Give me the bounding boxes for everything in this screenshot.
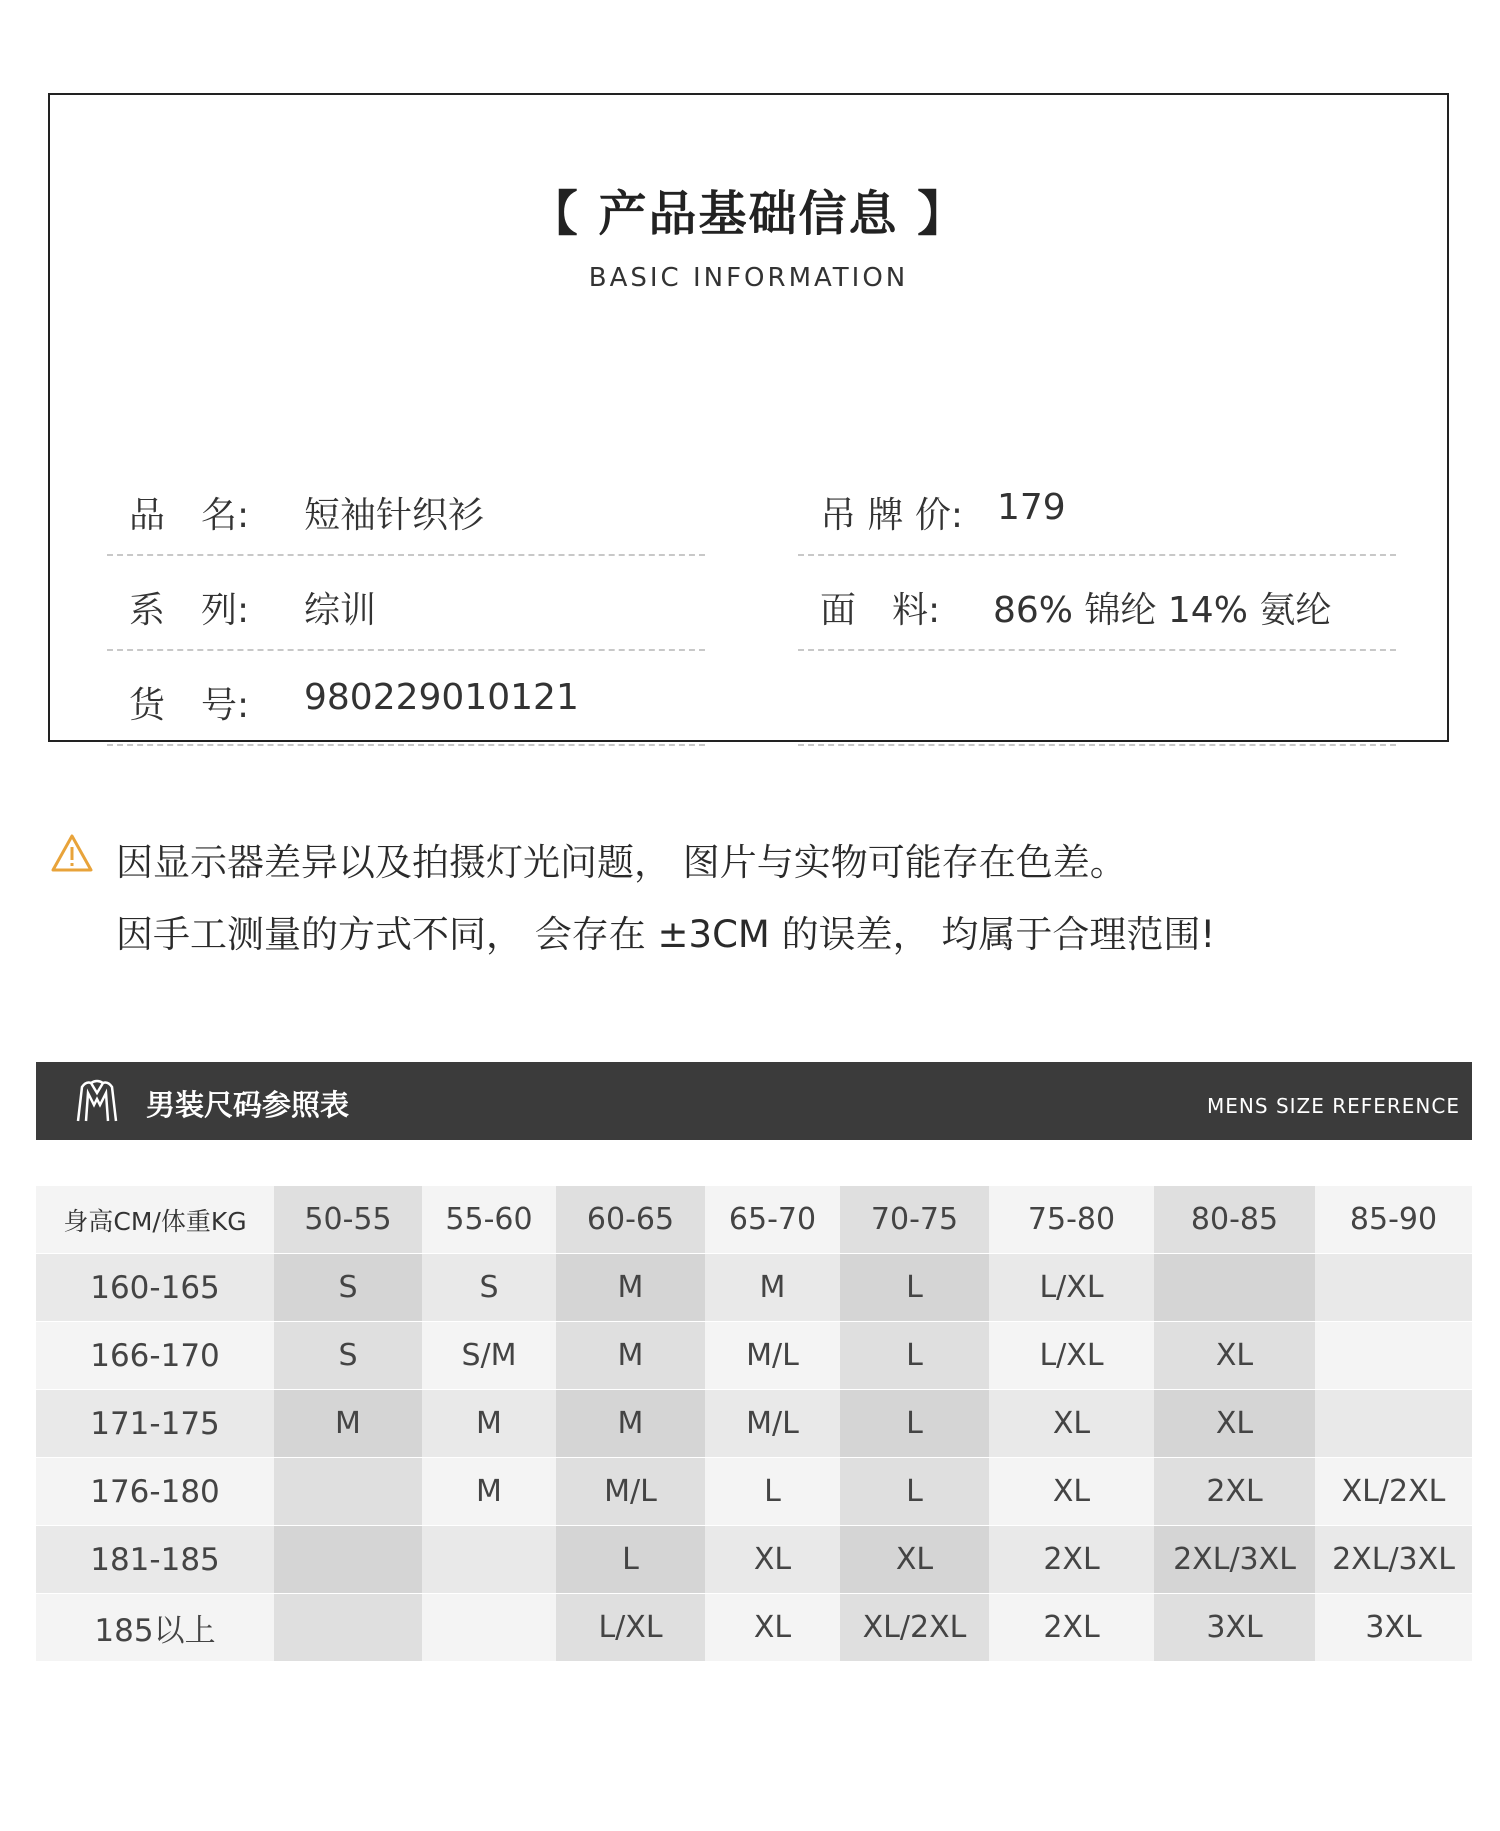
weight-range: 50-55 xyxy=(274,1186,422,1254)
field-empty xyxy=(798,651,1396,746)
size-cell: 2XL xyxy=(1154,1458,1315,1526)
basic-info-subtitle: BASIC INFORMATION xyxy=(588,263,909,293)
notice-line-color: 因显示器差异以及拍摄灯光问题， 图片与实物可能存在色差。 xyxy=(116,841,1127,884)
size-cell xyxy=(274,1594,422,1662)
size-chart-title: 男装尺码参照表 xyxy=(146,1088,350,1122)
notice-line-measure: 因手工测量的方式不同， 会存在 ±3CM 的误差， 均属于合理范围! xyxy=(116,913,1216,956)
garment-logo-icon xyxy=(72,1077,122,1125)
field-fabric xyxy=(798,556,1396,651)
size-cell xyxy=(422,1526,556,1594)
size-cell: 2XL xyxy=(989,1594,1154,1662)
size-cell: XL xyxy=(989,1458,1154,1526)
field-label: 吊 牌 价: xyxy=(820,495,964,536)
size-table xyxy=(36,1186,1472,1662)
basic-info-title: 【 产品基础信息 】 xyxy=(529,186,968,242)
field-value: 179 xyxy=(997,487,1066,528)
size-cell: S xyxy=(274,1254,422,1322)
size-cell: M/L xyxy=(556,1458,705,1526)
size-cell: M xyxy=(556,1254,705,1322)
weight-range: 65-70 xyxy=(705,1186,840,1254)
table-row xyxy=(36,1322,1472,1390)
corner-label: 身高CM/体重KG xyxy=(36,1186,274,1254)
field-value: 86% 锦纶 14% 氨纶 xyxy=(993,590,1332,631)
table-row xyxy=(36,1458,1472,1526)
size-cell: 3XL xyxy=(1154,1594,1315,1662)
size-cell xyxy=(1315,1254,1472,1322)
size-cell: M xyxy=(422,1458,556,1526)
size-cell: 2XL xyxy=(989,1526,1154,1594)
height-range: 171-175 xyxy=(36,1390,274,1458)
weight-range: 70-75 xyxy=(840,1186,989,1254)
size-cell: L/XL xyxy=(989,1322,1154,1390)
table-row xyxy=(36,1594,1472,1662)
size-cell xyxy=(1315,1390,1472,1458)
weight-range: 55-60 xyxy=(422,1186,556,1254)
table-header-row xyxy=(36,1186,1472,1254)
size-cell: M xyxy=(705,1254,840,1322)
warning-icon xyxy=(50,833,94,873)
size-cell: L xyxy=(556,1526,705,1594)
size-cell: M xyxy=(422,1390,556,1458)
weight-range: 85-90 xyxy=(1315,1186,1472,1254)
size-cell: M/L xyxy=(705,1322,840,1390)
table-row xyxy=(36,1254,1472,1322)
table-row xyxy=(36,1526,1472,1594)
size-cell: 2XL/3XL xyxy=(1154,1526,1315,1594)
size-cell: XL xyxy=(705,1594,840,1662)
size-cell: L xyxy=(840,1390,989,1458)
weight-range: 75-80 xyxy=(989,1186,1154,1254)
size-cell xyxy=(274,1526,422,1594)
size-cell: L xyxy=(840,1254,989,1322)
weight-range: 80-85 xyxy=(1154,1186,1315,1254)
size-cell: XL xyxy=(840,1526,989,1594)
size-cell: S xyxy=(422,1254,556,1322)
size-chart-header xyxy=(36,1062,1472,1140)
size-cell: XL xyxy=(989,1390,1154,1458)
size-cell: XL xyxy=(705,1526,840,1594)
size-cell: 2XL/3XL xyxy=(1315,1526,1472,1594)
height-range: 160-165 xyxy=(36,1254,274,1322)
field-series xyxy=(107,556,705,651)
size-cell: L/XL xyxy=(556,1594,705,1662)
field-value: 短袖针织衫 xyxy=(304,495,485,536)
size-cell xyxy=(422,1594,556,1662)
size-cell: M xyxy=(556,1322,705,1390)
field-tag-price xyxy=(798,461,1396,556)
height-range: 181-185 xyxy=(36,1526,274,1594)
size-cell xyxy=(1154,1254,1315,1322)
size-cell: L xyxy=(840,1322,989,1390)
size-cell xyxy=(1315,1322,1472,1390)
field-label: 货 号: xyxy=(129,685,250,726)
field-label: 品 名: xyxy=(129,495,250,536)
size-cell: XL/2XL xyxy=(840,1594,989,1662)
field-value: 综训 xyxy=(304,590,377,631)
weight-range: 60-65 xyxy=(556,1186,705,1254)
size-cell: L/XL xyxy=(989,1254,1154,1322)
size-cell: XL xyxy=(1154,1322,1315,1390)
field-label: 面 料: xyxy=(820,590,941,631)
size-cell: M xyxy=(556,1390,705,1458)
basic-info-panel xyxy=(48,93,1449,742)
field-value: 980229010121 xyxy=(304,677,579,718)
size-cell: M/L xyxy=(705,1390,840,1458)
field-product-name xyxy=(107,461,705,556)
size-chart-subtitle: MENS SIZE REFERENCE xyxy=(1207,1094,1460,1118)
table-row xyxy=(36,1390,1472,1458)
size-cell: XL/2XL xyxy=(1315,1458,1472,1526)
size-cell xyxy=(274,1458,422,1526)
size-cell: S/M xyxy=(422,1322,556,1390)
size-cell: L xyxy=(705,1458,840,1526)
height-range: 166-170 xyxy=(36,1322,274,1390)
size-cell: 3XL xyxy=(1315,1594,1472,1662)
size-cell: S xyxy=(274,1322,422,1390)
height-range: 176-180 xyxy=(36,1458,274,1526)
size-cell: L xyxy=(840,1458,989,1526)
size-cell: XL xyxy=(1154,1390,1315,1458)
size-cell: M xyxy=(274,1390,422,1458)
field-item-number xyxy=(107,651,705,746)
field-label: 系 列: xyxy=(129,590,250,631)
height-range: 185以上 xyxy=(36,1594,274,1662)
